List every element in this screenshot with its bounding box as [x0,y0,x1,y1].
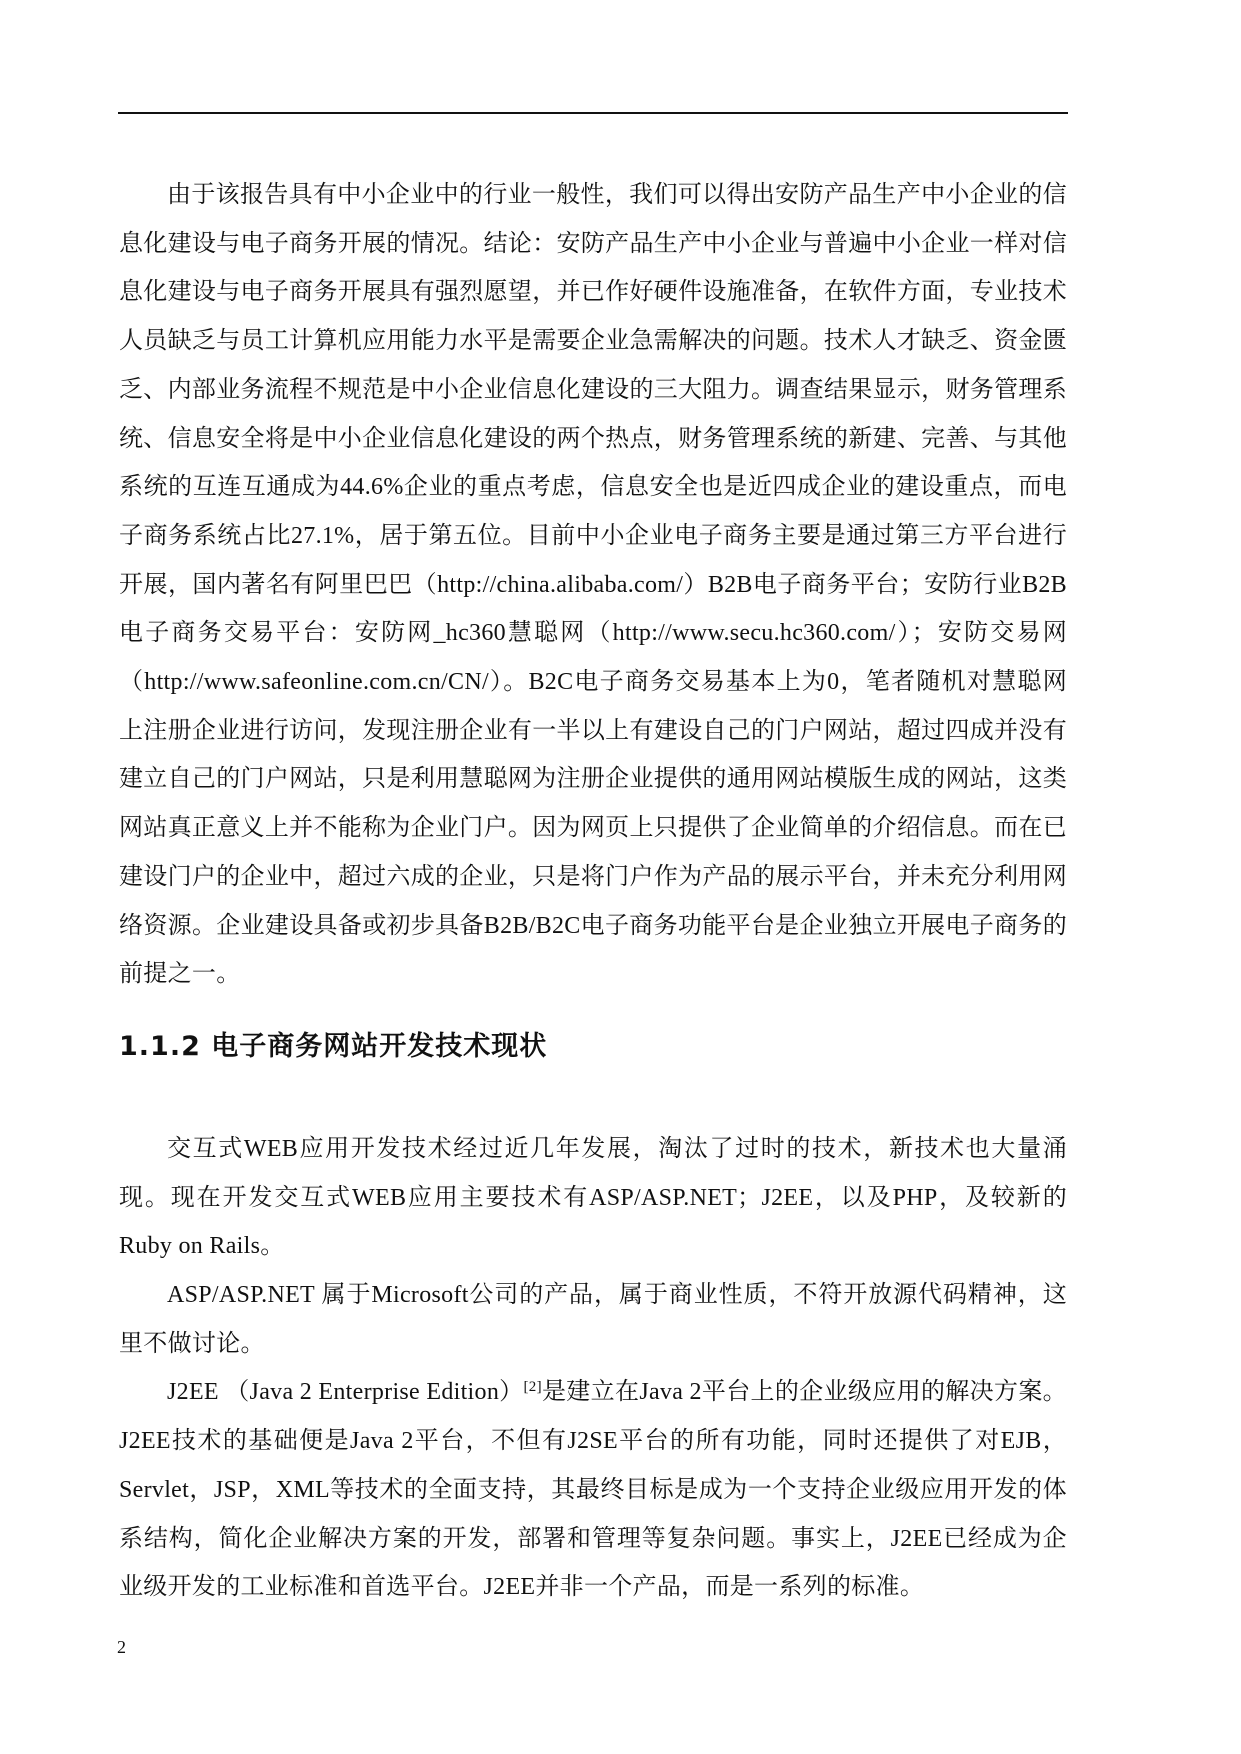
paragraph-text: 是建立在Java 2平台上的企业级应用的解决方案。J2EE技术的基础便是Java 2平台，不但有J2SE平台的所有功能，同时还提供了对EJB，Servlet，JSP，XML等技术的全面支持，其最终目标是成为一个支持企业级应用开发的体系结构，简化企业解决方案的开发，部署和管理等复杂问题。事实上，J2EE已经成为企业级开发的工业标准和首选平台。J2EE并非一个产品，而是一系列的标准。 [119,1379,1067,1601]
section-heading-wrapper [119,999,1067,1125]
page-content [119,171,1067,1612]
header-rule [118,112,1068,114]
paragraph-text-prefix: J2EE （Java 2 Enterprise Edition） [167,1379,524,1406]
section-heading: 1.1.2 电子商务网站开发技术现状 [119,1030,548,1062]
body-paragraph-with-citation [119,1368,1067,1612]
citation-marker: [2] [523,1379,542,1396]
body-paragraph: 交互式WEB应用开发技术经过近几年发展，淘汰了过时的技术，新技术也大量涌现。现在开发交互式WEB应用主要技术有ASP/ASP.NET；J2EE，以及PHP，及较新的Ruby on Rails。 [119,1135,1067,1260]
body-paragraph: 由于该报告具有中小企业中的行业一般性，我们可以得出安防产品生产中小企业的信息化建设与电子商务开展的情况。结论：安防产品生产中小企业与普遍中小企业一样对信息化建设与电子商务开展具有强烈愿望，并已作好硬件设施准备，在软件方面，专业技术人员缺乏与员工计算机应用能力水平是需要企业急需解决的问题。技术人才缺乏、资金匮乏、内部业务流程不规范是中小企业信息化建设的三大阻力。调查结果显示，财务管理系统、信息安全将是中小企业信息化建设的两个热点，财务管理系统的新建、完善、与其他系统的互连互通成为44.6%企业的重点考虑，信息安全也是近四成企业的建设重点，而电子商务系统占比27.1%，居于第五位。目前中小企业电子商务主要是通过第三方平台进行开展，国内著名有阿里巴巴（http://china.alibaba.com/）B2B电子商务平台；安防行业B2B电子商务交易平台：安防网_hc360慧聪网（http://www.secu.hc360.com/）；安防交易网（http://www.safeonline.com.cn/CN/）。B2C电子商务交易基本上为0，笔者随机对慧聪网上注册企业进行访问，发现注册企业有一半以上有建设自己的门户网站，超过四成并没有建立自己的门户网站，只是利用慧聪网为注册企业提供的通用网站模版生成的网站，这类网站真正意义上并不能称为企业门户。因为网页上只提供了企业简单的介绍信息。而在已建设门户的企业中，超过六成的企业，只是将门户作为产品的展示平台，并未充分利用网络资源。企业建设具备或初步具备B2B/B2C电子商务功能平台是企业独立开展电子商务的前提之一。 [119,182,1067,988]
body-paragraph: ASP/ASP.NET 属于Microsoft公司的产品，属于商业性质，不符开放源代码精神，这里不做讨论。 [119,1282,1067,1357]
page-number: 2 [117,1637,126,1657]
